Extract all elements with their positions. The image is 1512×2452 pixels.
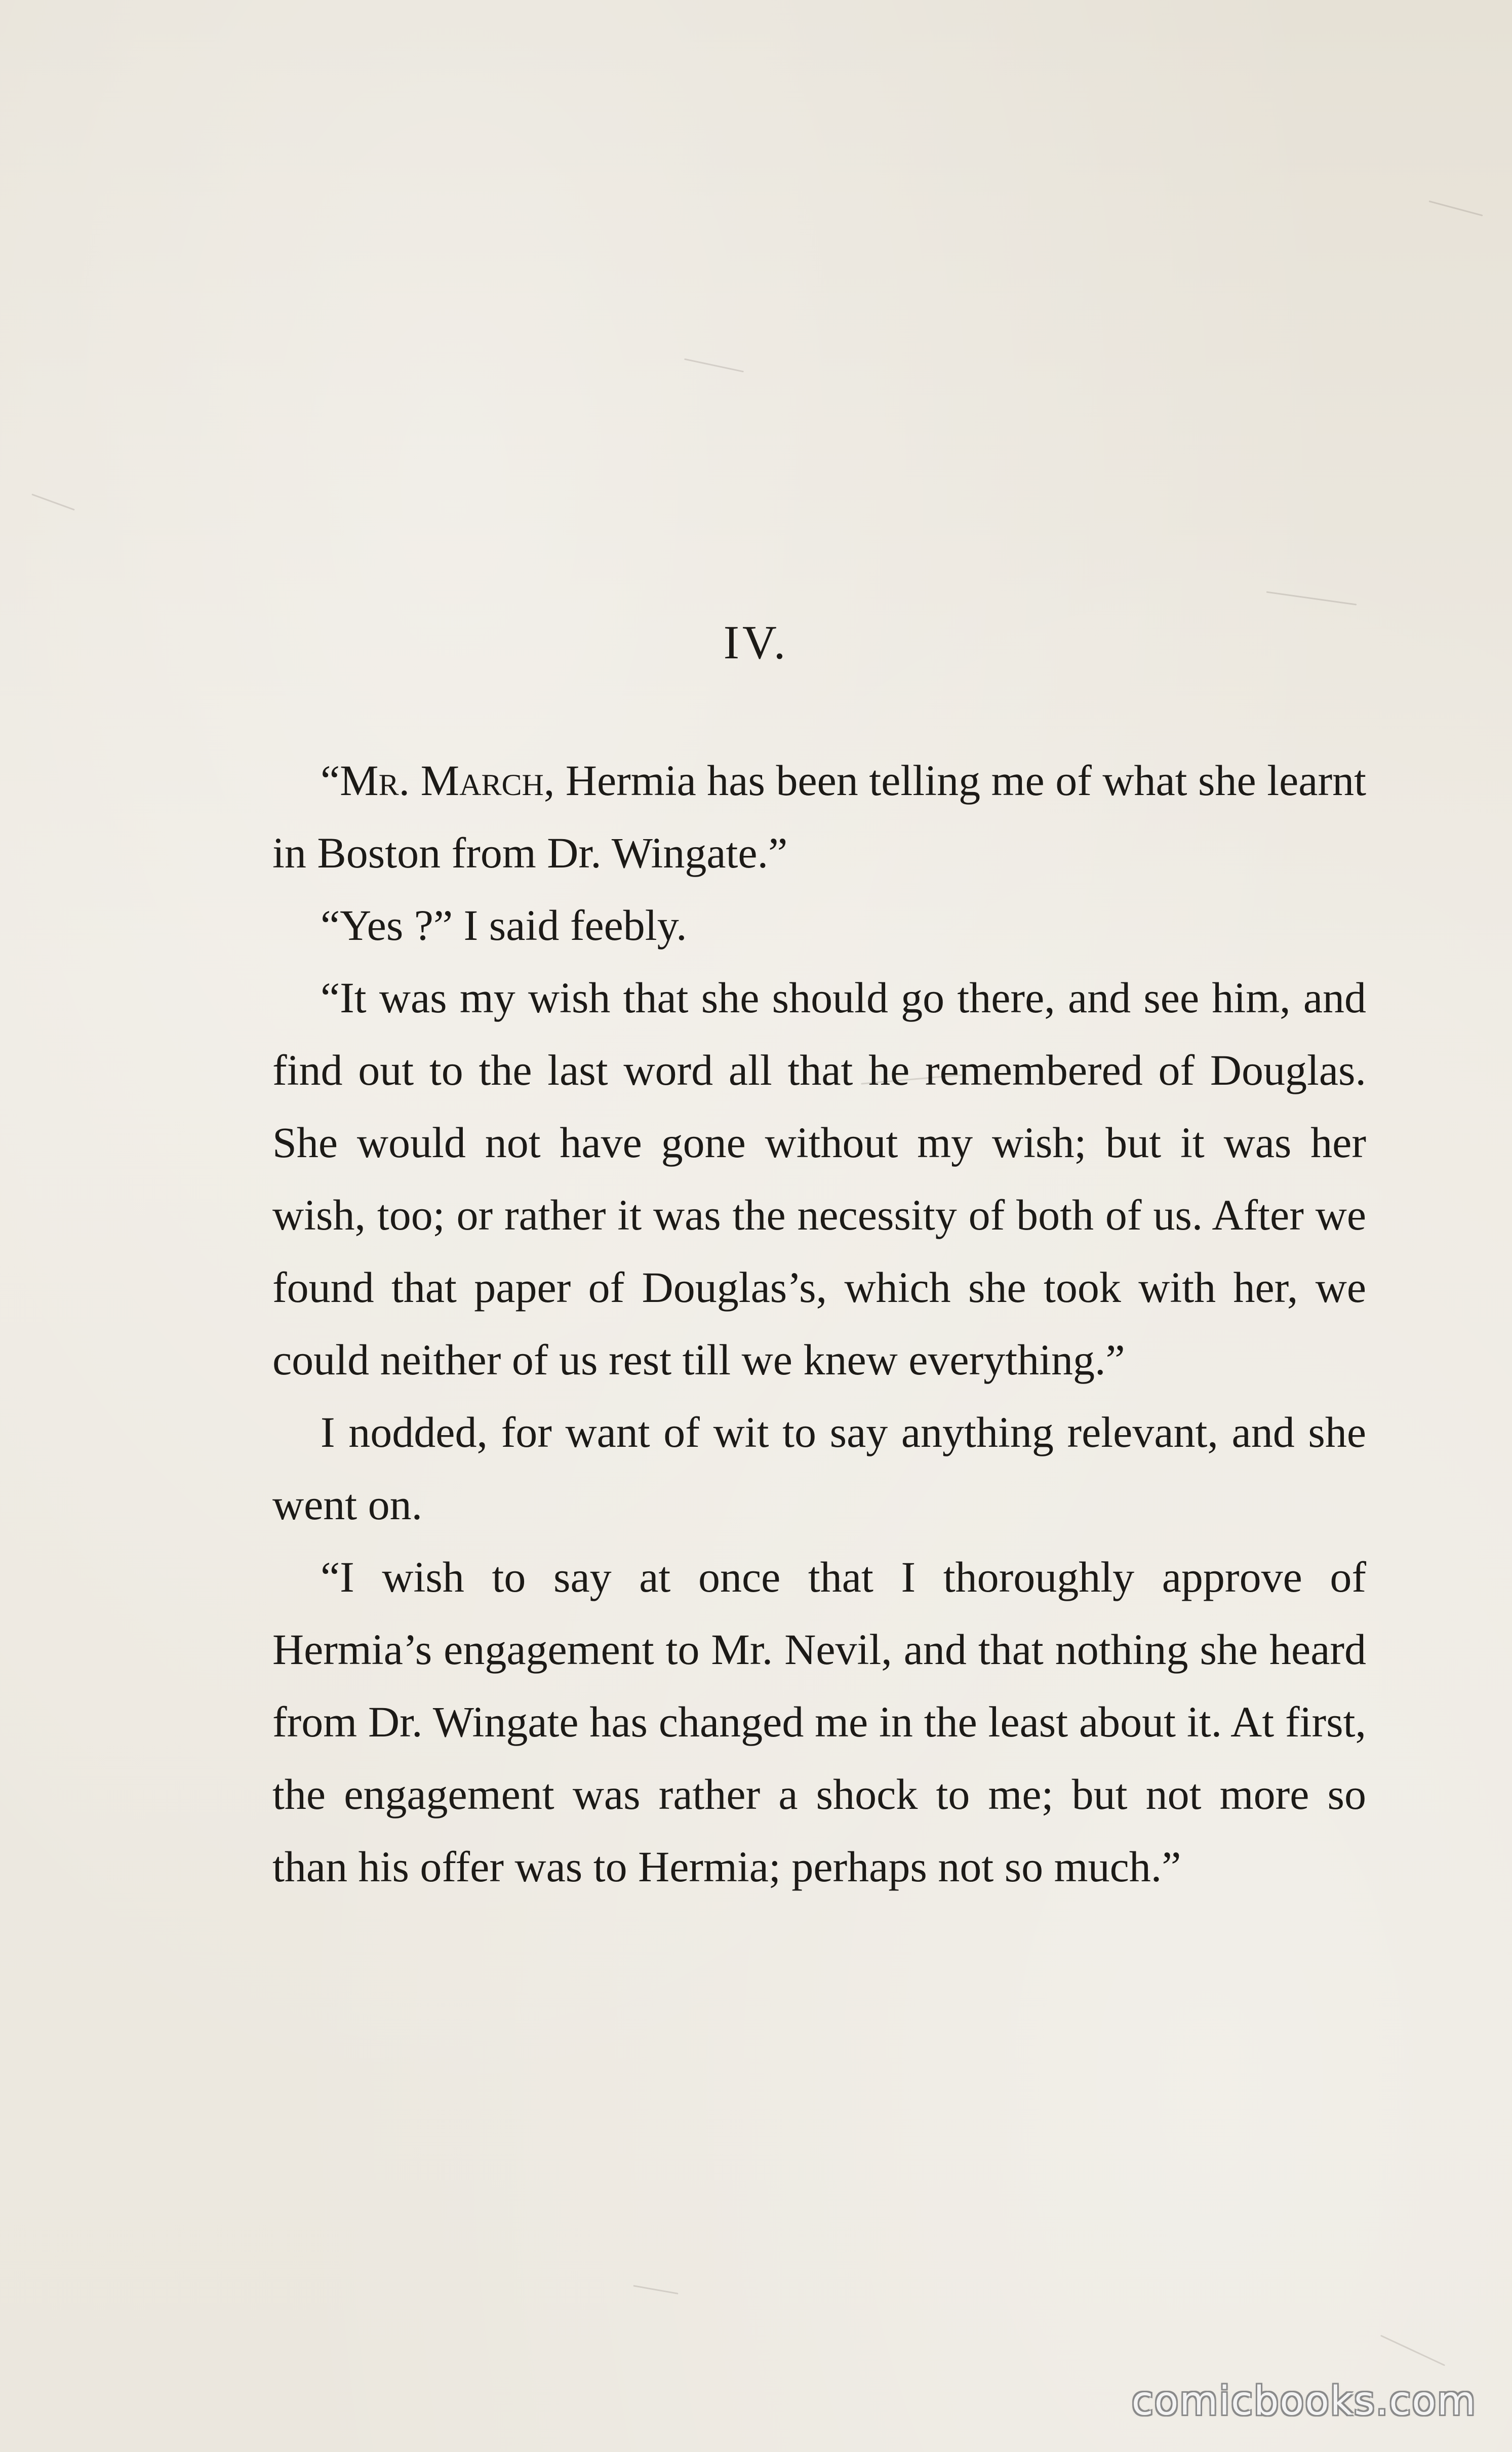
paper-fleck <box>1380 2335 1445 2366</box>
paper-fleck <box>684 359 744 373</box>
paragraph <box>272 744 1366 889</box>
watermark: comicbooks.com <box>1131 2379 1477 2424</box>
paragraph-text: , Hermia has been telling me of what she learnt in Boston from Dr. Wingate.” <box>272 756 1366 877</box>
chapter-heading: IV. <box>723 616 789 669</box>
speaker-name: Mr. March <box>340 756 544 805</box>
opening-quote: “ <box>321 756 340 805</box>
paragraph: “It was my wish that she should go there, and see him, and find out to the last word all that he remembered of Douglas. She would not have gone without my wish; but it was her wish, too; or rather it was the necessity of both of us. After we found that paper of Douglas’s, which she took with her, we could neither of us rest till we knew everything.” <box>272 973 1366 1384</box>
paragraph: “Yes ?” I said feebly. <box>321 901 687 950</box>
body-text <box>272 744 1366 1903</box>
paragraph: I nodded, for want of wit to say anything relevant, and she went on. <box>272 1408 1366 1529</box>
paper-fleck <box>1266 591 1357 605</box>
paragraph: “I wish to say at once that I thoroughly approve of Hermia’s engagement to Mr. Nevil, and that nothing she heard from Dr. Wingate has changed me in the least about it. At first, the engagement was rather a shock to me; but not more so than his offer was to Hermia; perhaps not so much.” <box>272 1553 1366 1891</box>
paper-fleck <box>1428 201 1483 216</box>
paper-fleck <box>31 494 75 511</box>
paper-fleck <box>633 2285 678 2295</box>
